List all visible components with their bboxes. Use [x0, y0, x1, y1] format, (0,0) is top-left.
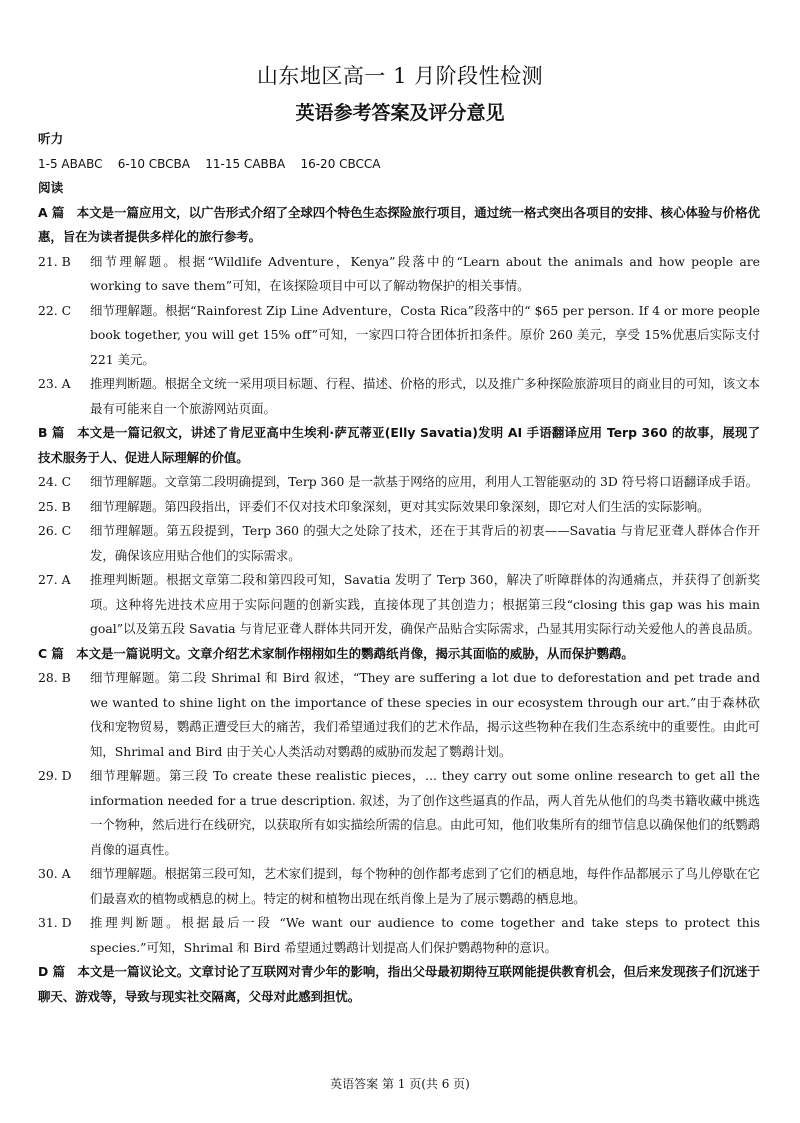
answer-item [38, 568, 760, 642]
passage-c-summary: C 篇 本文是一篇说明文。文章介绍艺术家制作栩栩如生的鹦鹉纸肖像，揭示其面临的威胁，从而保护鹦鹉。 [38, 645, 634, 661]
question-number: 25. B [38, 498, 71, 514]
question-number: 26. C [38, 523, 72, 538]
question-number: 31. D [38, 915, 72, 930]
listening-heading: 听力 [38, 131, 64, 146]
answer-key-subtitle: 英语参考答案及评分意见 [295, 102, 505, 124]
question-number: 29. D [38, 768, 72, 783]
question-number: 28. B [38, 670, 71, 685]
exam-title: 山东地区高一 1 月阶段性检测 [256, 64, 544, 88]
answer-item [38, 299, 760, 373]
passage-a-summary: A 篇 本文是一篇应用文，以广告形式介绍了全球四个特色生态探险旅行项目，通过统一格式突出各项目的安排、核心体验与价格优惠，旨在为读者提供多样化的旅行参考。 [38, 204, 760, 244]
answer-explanation: 细节理解题。根据“Wildlife Adventure，Kenya”段落中的“Learn about the animals and how people are working to save them”可知，在该探险项目中可以了解动物保护的相关事情。 [90, 253, 760, 293]
answer-explanation: 细节理解题。第四段指出，评委们不仅对技术印象深刻，更对其实际效果印象深刻，即它对人们生活的实际影响。 [90, 498, 710, 514]
answer-item [38, 470, 760, 495]
answer-item [38, 495, 760, 520]
answer-explanation: 细节理解题。文章第二段明确提到，Terp 360 是一款基于网络的应用，利用人工智能驱动的 3D 符号将口语翻译成手语。 [90, 474, 759, 489]
answer-item [38, 372, 760, 421]
answer-explanation: 细节理解题。第五段提到，Terp 360 的强大之处除了技术，还在于其背后的初衷——Savatia 与肯尼亚聋人群体合作开发，确保该应用贴合他们的实际需求。 [90, 523, 760, 563]
passage-b-summary: B 篇 本文是一篇记叙文，讲述了肯尼亚高中生埃利·萨瓦蒂亚(Elly Savatia)发明 AI 手语翻译应用 Terp 360 的故事，展现了技术服务于人、促进人际理解的价值。 [38, 425, 760, 465]
passage-d-summary: D 篇 本文是一篇议论文。文章讨论了互联网对青少年的影响，指出父母最初期待互联网能提供教育机会，但后来发现孩子们沉迷于聊天、游戏等，导致与现实社交隔离，父母对此感到担忧。 [38, 964, 760, 1004]
answer-explanation: 推理判断题。根据文章第二段和第四段可知，Savatia 发明了 Terp 360，解决了听障群体的沟通痛点，并获得了创新奖项。这种将先进技术应用于实际问题的创新实践，直接体现了其创造力；根据第三段“closing this gap was his main goal”以及第五段 Savatia 与肯尼亚聋人群体共同开发，确保产品贴合实际需求，凸显其用实际行动关爱他人的善良品质。 [90, 572, 760, 636]
answer-item [38, 250, 760, 299]
answer-explanation: 推理判断题。根据全文统一采用项目标题、行程、描述、价格的形式，以及推广多种探险旅游项目的商业目的可知，该文本最有可能来自一个旅游网站页面。 [90, 376, 760, 416]
question-number: 23. A [38, 376, 71, 391]
question-number: 27. A [38, 572, 71, 587]
listening-answers: 1-5 ABABC 6-10 CBCBA 11-15 CABBA 16-20 CBCCA [38, 156, 381, 171]
reading-heading: 阅读 [38, 180, 64, 195]
question-number: 21. B [38, 253, 71, 269]
question-number: 30. A [38, 866, 71, 881]
answer-item [38, 911, 760, 960]
page-footer: 英语答案 第 1 页(共 6 页) [330, 1077, 470, 1091]
question-number: 24. C [38, 474, 72, 489]
answer-body [38, 127, 760, 1009]
question-number: 22. C [38, 302, 72, 318]
answer-item [38, 666, 760, 764]
answer-explanation: 细节理解题。根据“Rainforest Zip Line Adventure，Costa Rica”段落中的“ $65 per person. If 4 or more people book together, you will get 15% off”可知，一家四口符合团体折扣条件。原价 260 美元，享受 15%优惠后实际支付 221 美元。 [90, 302, 760, 367]
answer-item [38, 764, 760, 862]
answer-explanation: 细节理解题。第二段 Shrimal 和 Bird 叙述，“They are suffering a lot due to deforestation and pet trade and we wanted to shine light on the importance of these species in our ecosystem through our art.”由于森林砍伐和宠物贸易，鹦鹉正遭受巨大的痛苦，我们希望通过我们的艺术作品，揭示这些物种在我们生态系统中的重要性。由此可知，Shrimal and Bird 由于关心人类活动对鹦鹉的威胁而发起了鹦鹉计划。 [90, 670, 760, 759]
answer-explanation: 细节理解题。第三段 To create these realistic pieces，... they carry out some online research to get all the information needed for a true description. 叙述，为了创作这些逼真的作品，两人首先从他们的鸟类书籍收藏中挑选一个物种，然后进行在线研究，以获取所有如实描绘所需的信息。由此可知，他们收集所有的细节信息以确保他们的纸鹦鹉肖像的逼真性。 [90, 768, 760, 857]
answer-item [38, 862, 760, 911]
answer-item [38, 519, 760, 568]
answer-explanation: 细节理解题。根据第三段可知，艺术家们提到，每个物种的创作都考虑到了它们的栖息地，每件作品都展示了鸟儿停歇在它们最喜欢的植物或栖息的树上。特定的树和植物出现在纸肖像上是为了展示鹦鹉的栖息地。 [90, 866, 760, 906]
answer-explanation: 推理判断题。根据最后一段 “We want our audience to come together and take steps to protect this species.”可知，Shrimal 和 Bird 希望通过鹦鹉计划提高人们保护鹦鹉物种的意识。 [90, 915, 760, 955]
